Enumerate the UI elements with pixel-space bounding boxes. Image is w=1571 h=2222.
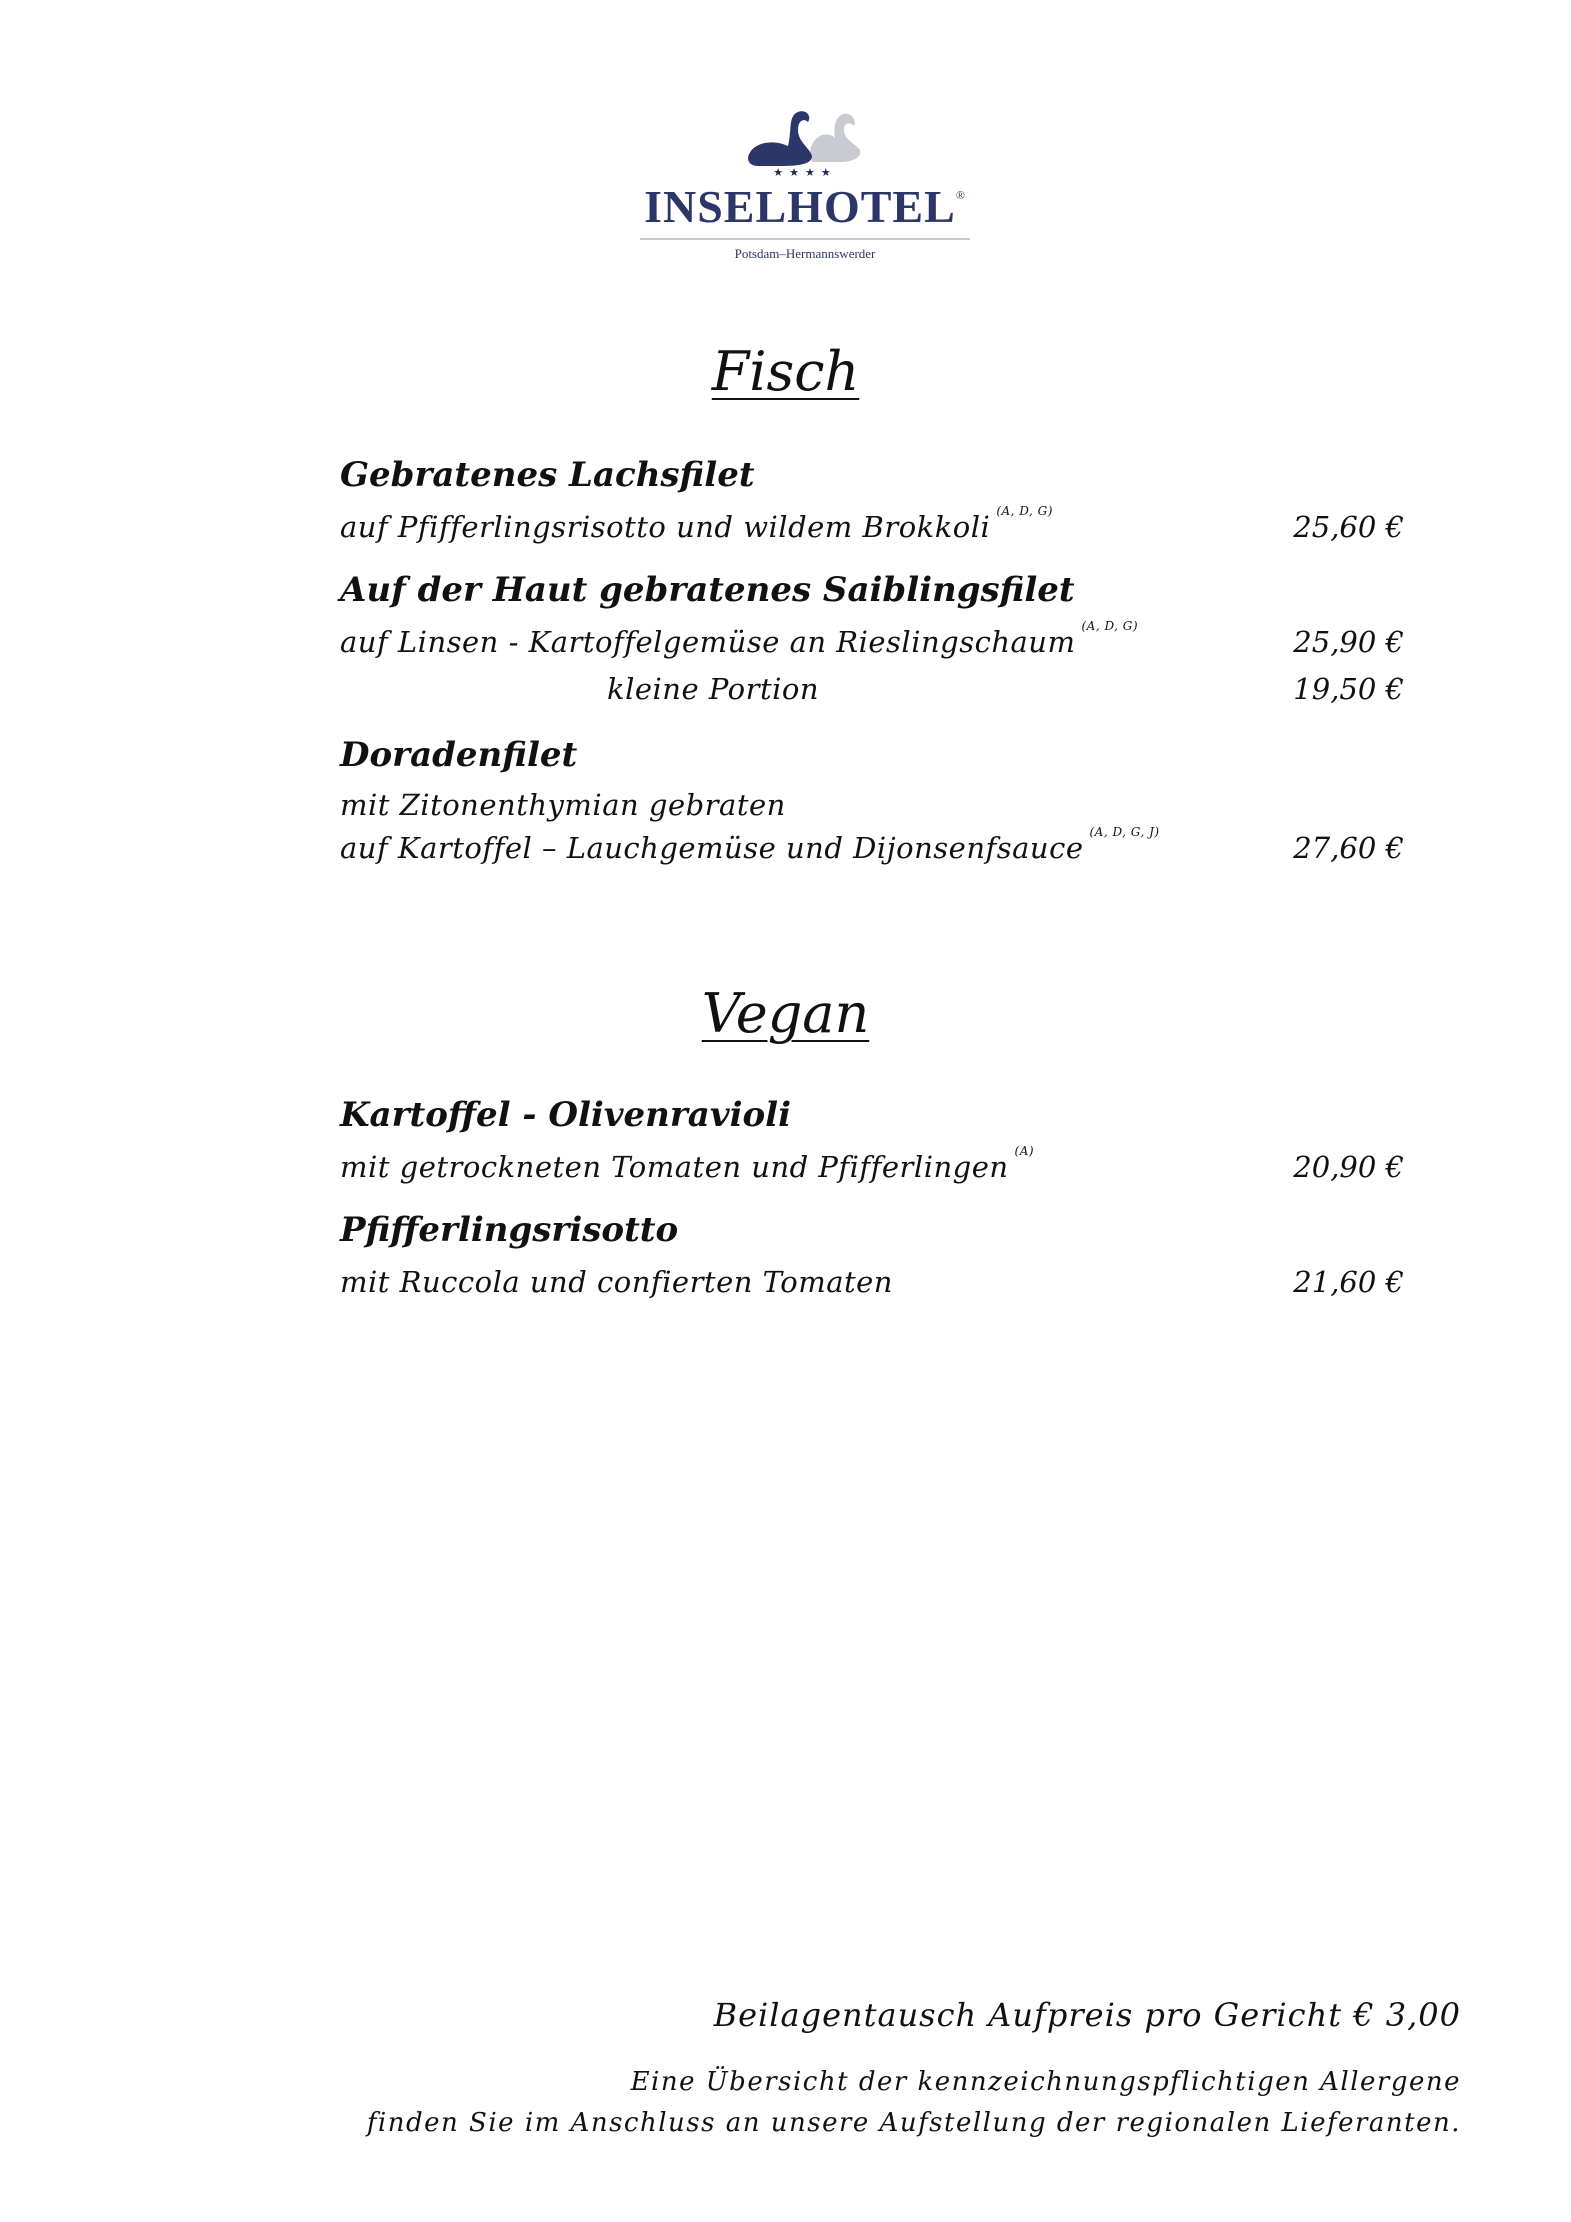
dish-description-text: auf Linsen - Kartoffelgemüse an Rieslingschaum bbox=[340, 625, 1076, 659]
dish-name: Pfifferlingsrisotto bbox=[340, 1210, 679, 1250]
registered-mark: ® bbox=[955, 188, 966, 202]
dish-description bbox=[340, 1144, 1035, 1184]
dish-price: 27,60 € bbox=[1293, 831, 1404, 865]
hotel-location: Potsdam–Hermannswerder bbox=[734, 246, 876, 261]
side-swap-note: Beilagentausch Aufpreis pro Gericht € 3,00 bbox=[713, 1996, 1461, 2034]
allergen-note-line1: Eine Übersicht der kennzeichnungspflichtigen Allergene bbox=[630, 2067, 1461, 2097]
dish-price: 25,90 € bbox=[1293, 625, 1404, 659]
dish-price: 21,60 € bbox=[1293, 1265, 1404, 1299]
small-portion-label: kleine Portion bbox=[607, 672, 820, 706]
dish-price: 25,60 € bbox=[1293, 510, 1404, 544]
dish-description bbox=[340, 504, 1053, 544]
hotel-name bbox=[630, 180, 980, 233]
small-portion-price: 19,50 € bbox=[1293, 672, 1404, 706]
dish-description: mit Ruccola und confierten Tomaten bbox=[340, 1265, 893, 1299]
allergen-note bbox=[367, 2062, 1461, 2144]
hotel-stars: ★★★★ bbox=[773, 166, 837, 179]
dish-description-text: auf Pfifferlingsrisotto und wildem Brokkoli bbox=[340, 510, 991, 544]
hotel-logo bbox=[630, 100, 980, 260]
logo-divider bbox=[640, 238, 970, 240]
allergen-codes: (A) bbox=[1014, 1144, 1035, 1158]
dish-name: Doradenfilet bbox=[340, 735, 578, 775]
allergen-codes: (A, D, G, J) bbox=[1089, 825, 1160, 839]
dish-name: Auf der Haut gebratenes Saiblingsfilet bbox=[340, 570, 1075, 610]
dish-description-line1: mit Zitonenthymian gebraten bbox=[340, 788, 786, 822]
dish-description-text: auf Kartoffel – Lauchgemüse und Dijonsenfsauce bbox=[340, 831, 1084, 865]
allergen-codes: (A, D, G) bbox=[1081, 619, 1139, 633]
dish-name: Gebratenes Lachsfilet bbox=[340, 455, 755, 495]
section-title-fisch: Fisch bbox=[711, 340, 860, 403]
hotel-name-text: INSELHOTEL bbox=[644, 181, 956, 232]
dish-description-text: mit getrockneten Tomaten und Pfifferlingen bbox=[340, 1150, 1009, 1184]
swan-icon bbox=[740, 100, 870, 170]
dish-description bbox=[340, 619, 1139, 659]
dish-description bbox=[340, 825, 1160, 865]
section-title-vegan: Vegan bbox=[701, 982, 870, 1045]
allergen-codes: (A, D, G) bbox=[996, 504, 1053, 518]
dish-price: 20,90 € bbox=[1293, 1150, 1404, 1184]
allergen-note-line2: finden Sie im Anschluss an unsere Aufstellung der regionalen Lieferanten. bbox=[366, 2108, 1461, 2138]
dish-name: Kartoffel - Olivenravioli bbox=[340, 1095, 792, 1135]
